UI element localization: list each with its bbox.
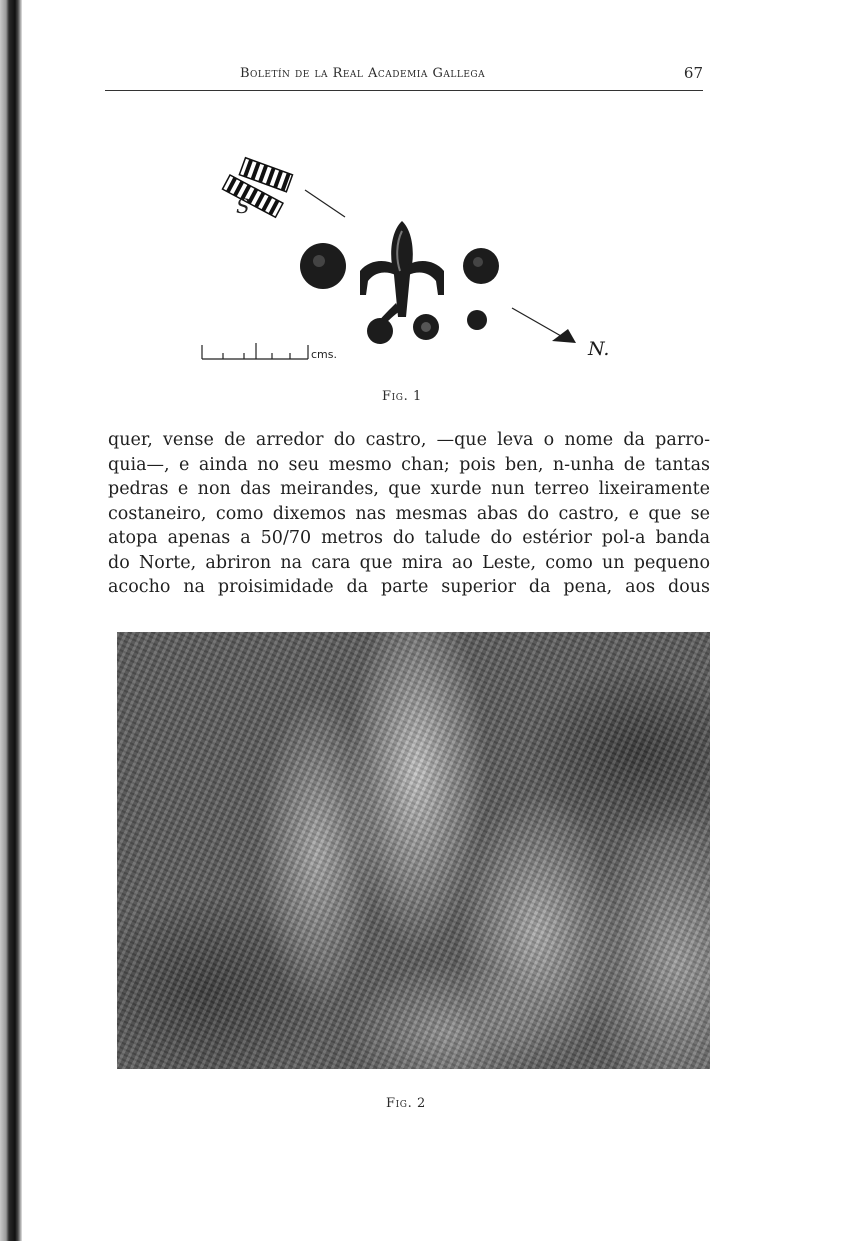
- text-line: pedras e non das meirandes, que xurde nun terreo lixeiramente: [108, 479, 710, 499]
- orientation-line: [305, 190, 345, 217]
- north-arrow-line: [512, 308, 568, 340]
- scale-bar: [202, 343, 308, 359]
- cup-mark-left-large: [300, 243, 346, 289]
- figure-1-caption: Fig. 1: [382, 389, 422, 404]
- scale-unit-label: cms.: [311, 348, 337, 361]
- figure-2-photograph: [117, 632, 710, 1069]
- text-line: atopa apenas a 50/70 metros do talude do estérior pol-a banda: [108, 528, 710, 548]
- text-line: quia—, e ainda no seu mesmo chan; pois ben, n-unha de tantas: [108, 454, 710, 475]
- text-line: acocho na proisimidade da parte superior da pena, aos dous: [108, 577, 710, 597]
- cup-mark-bottom-right: [467, 310, 487, 330]
- figure-2-caption: Fig. 2: [386, 1096, 426, 1111]
- page-header: [105, 60, 703, 91]
- orientation-mark: S: [236, 194, 250, 218]
- north-arrow-head: [552, 329, 576, 343]
- north-label: N.: [588, 338, 610, 360]
- text-line: costaneiro, como dixemos nas mesmas abas do castro, e que se: [108, 503, 710, 524]
- text-line: do Norte, abriron na cara que mira ao Leste, como un pequeno: [108, 552, 710, 573]
- figure-1-drawing: [190, 135, 640, 375]
- anthropomorphic-figure: [360, 221, 444, 327]
- book-spine-shadow: [0, 0, 22, 1241]
- running-title: Boletín de la Real Academia Gallega: [240, 66, 486, 81]
- text-line: quer, vense de arredor do castro, —que leva o nome da parro-: [108, 430, 710, 450]
- page-number: 67: [683, 64, 703, 82]
- body-paragraph: [108, 428, 710, 600]
